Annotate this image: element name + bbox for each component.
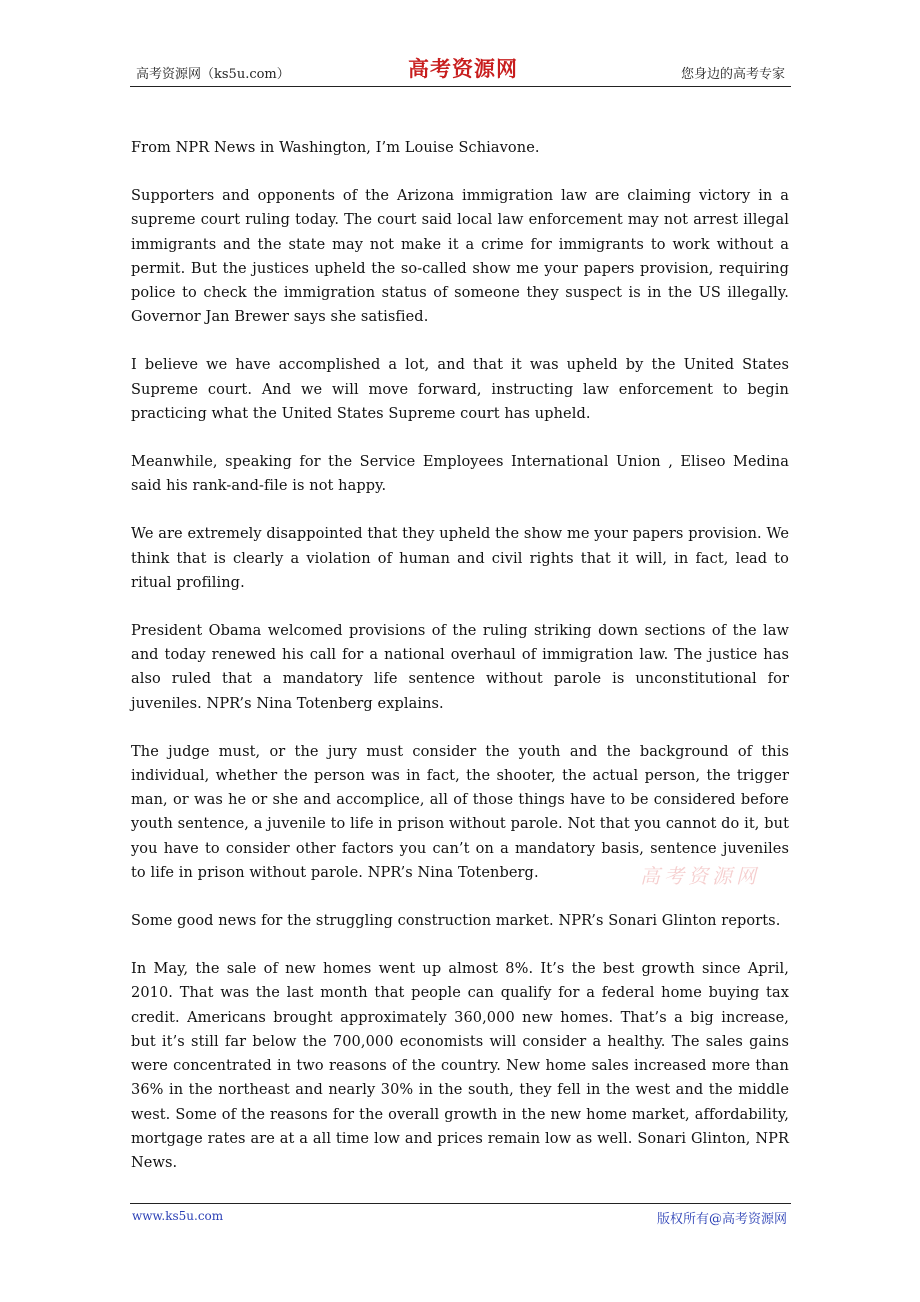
paragraph-intro: From NPR News in Washington, I’m Louise Schiavone. — [131, 140, 540, 156]
paragraph-totenberg: The judge must, or the jury must consider the youth and the background of this individual, whether the person was in fact, the shooter, the actual person, the trigger man, or was he or she and accomplice, all of those things have to be considered before youth sentence, a juvenile to life in prison without parole. Not that you cannot do it, but you have to consider other factors you can’t on a mandatory basis, sentence juveniles to life in prison without parole. NPR’s Nina Totenberg. — [131, 743, 789, 881]
paragraph-construction-intro: Some good news for the struggling construction market. NPR’s Sonari Glinton reports. — [131, 913, 781, 930]
paragraph-obama: President Obama welcomed provisions of the ruling striking down sections of the law and today renewed his call for a national overhaul of immigration law. The justice has also ruled that a mandatory life sentence without parole is unconstitutional for juveniles. NPR’s Nina Totenberg explains. — [131, 623, 789, 712]
header-site-name: 高考资源网（ks5u.com） — [136, 67, 290, 82]
page-footer — [130, 1203, 791, 1234]
paragraph-medina-intro: Meanwhile, speaking for the Service Employees International Union , Eliseo Medina said his rank-and-file is not happy. — [131, 454, 789, 495]
site-logo: 高考资源网 — [408, 56, 518, 81]
paragraph-arizona-ruling: Supporters and opponents of the Arizona immigration law are claiming victory in a supreme court ruling today. The court said local law enforcement may not arrest illegal immigrants and the state may not make it a crime for immigrants to work without a permit. But the justices upheld the so-called show me your papers provision, requiring police to check the immigration status of someone they suspect is in the US illegally. Governor Jan Brewer says she satisfied. — [131, 188, 789, 326]
page-header — [130, 52, 791, 87]
paragraph-brewer-quote: I believe we have accomplished a lot, and that it was upheld by the United States Supreme court. And we will move forward, instructing law enforcement to begin practicing what the United States Supreme court has upheld. — [131, 357, 789, 422]
transcript-body — [131, 136, 789, 1199]
header-slogan: 您身边的高考专家 — [680, 67, 785, 82]
paragraph-new-homes: In May, the sale of new homes went up almost 8%. It’s the best growth since April, 2010. That was the last month that people can qualify for a federal home buying tax credit. Americans brought approximately 360,000 new homes. That’s a big increase, but it’s still far below the 700,000 economists will consider a healthy. The sales gains were concentrated in two reasons of the country. New home sales increased more than 36% in the northeast and nearly 30% in the south, they fell in the west and the middle west. Some of the reasons for the overall growth in the new home market, affordability, mortgage rates are at a all time low and prices remain low as well. Sonari Glinton, NPR News. — [131, 961, 789, 1171]
paragraph-medina-quote: We are extremely disappointed that they upheld the show me your papers provision. We think that is clearly a violation of human and civil rights that it will, in fact, lead to ritual profiling. — [131, 526, 789, 591]
footer-copyright: 版权所有@高考资源网 — [656, 1212, 787, 1227]
watermark-logo: 高考资源网 — [640, 864, 760, 888]
footer-site-link[interactable]: www.ks5u.com — [132, 1209, 224, 1223]
